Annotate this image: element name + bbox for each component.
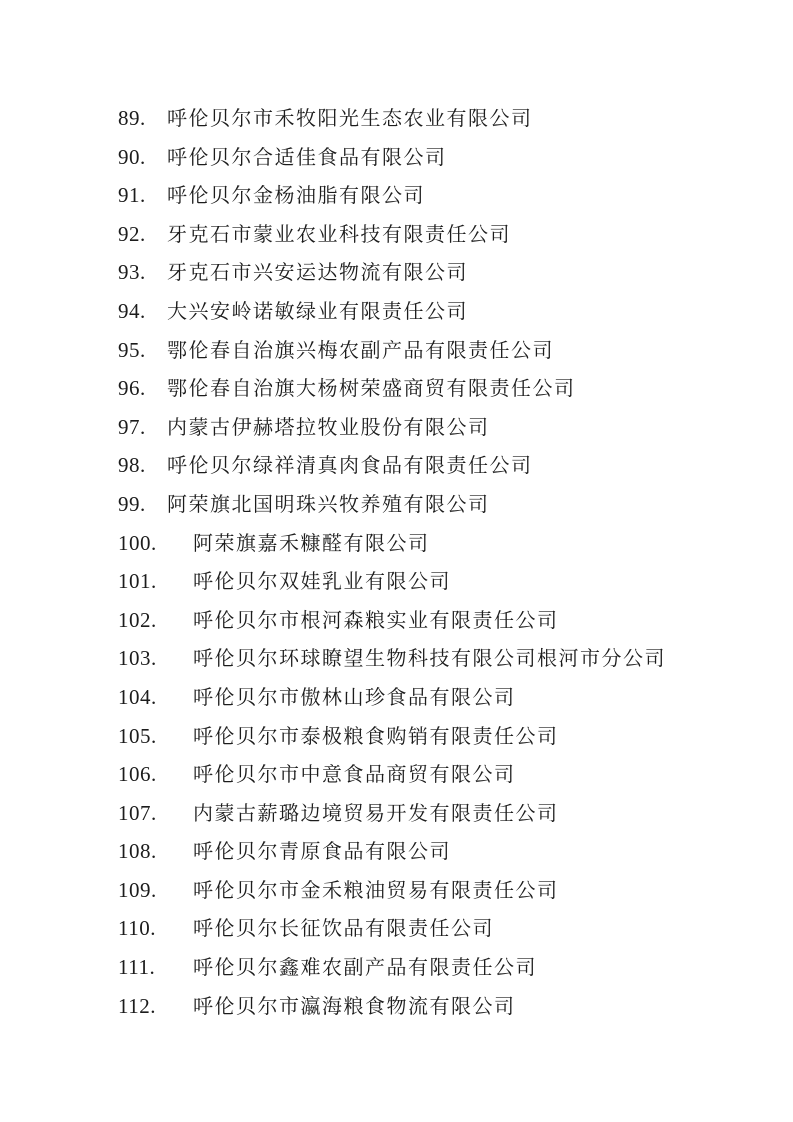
list-item [118,254,733,293]
item-name: 呼伦贝尔市根河森粮实业有限责任公司 [193,609,559,632]
item-number: 90. [118,144,146,169]
item-number: 109. [118,877,157,902]
item-number: 112. [118,993,156,1018]
item-number: 100. [118,530,157,555]
item-name: 呼伦贝尔金杨油脂有限公司 [167,185,425,208]
list-item [118,525,733,564]
item-number: 98. [118,453,146,478]
item-name: 阿荣旗嘉禾糠醛有限公司 [193,532,430,555]
item-number: 99. [118,491,146,516]
item-name: 呼伦贝尔市泰极粮食购销有限责任公司 [193,725,559,748]
item-name: 大兴安岭诺敏绿业有限责任公司 [167,300,468,323]
list-item [118,100,733,139]
item-number: 93. [118,260,146,285]
list-item [118,679,733,718]
item-number: 94. [118,298,146,323]
item-number: 102. [118,607,157,632]
list-item [118,949,733,988]
item-number: 106. [118,762,157,787]
list-item [118,177,733,216]
list-item [118,910,733,949]
list-item [118,718,733,757]
item-name: 呼伦贝尔鑫难农副产品有限责任公司 [193,957,537,980]
item-name: 鄂伦春自治旗大杨树荣盛商贸有限责任公司 [167,378,576,401]
item-name: 呼伦贝尔青原食品有限公司 [193,841,451,864]
item-number: 107. [118,800,157,825]
item-name: 呼伦贝尔市瀛海粮食物流有限公司 [193,995,516,1018]
item-name: 内蒙古伊赫塔拉牧业股份有限公司 [167,416,490,439]
item-number: 96. [118,376,146,401]
list-item [118,795,733,834]
item-name: 鄂伦春自治旗兴梅农副产品有限责任公司 [167,339,554,362]
item-name: 牙克石市蒙业农业科技有限责任公司 [167,223,511,246]
item-name: 呼伦贝尔市禾牧阳光生态农业有限公司 [167,108,533,130]
list-item [118,486,733,525]
item-number: 104. [118,684,157,709]
item-number: 92. [118,221,146,246]
item-name: 呼伦贝尔市金禾粮油贸易有限责任公司 [193,879,559,902]
item-number: 111. [118,955,156,980]
item-number: 103. [118,646,157,671]
list-item [118,332,733,371]
list-item [118,370,733,409]
item-name: 呼伦贝尔市中意食品商贸有限公司 [193,764,516,787]
item-number: 101. [118,569,157,594]
item-number: 105. [118,723,157,748]
item-number: 110. [118,916,156,941]
list-item [118,563,733,602]
item-name: 呼伦贝尔长征饮品有限责任公司 [193,918,494,941]
list-item [118,216,733,255]
item-name: 牙克石市兴安运达物流有限公司 [167,262,468,285]
list-item [118,447,733,486]
item-name: 呼伦贝尔绿祥清真肉食品有限责任公司 [167,455,533,478]
list-item [118,833,733,872]
list-item [118,988,733,1027]
item-name: 呼伦贝尔双娃乳业有限公司 [193,571,451,594]
item-name: 呼伦贝尔市傲林山珍食品有限公司 [193,686,516,709]
list-item [118,139,733,178]
item-number: 95. [118,337,146,362]
item-name: 阿荣旗北国明珠兴牧养殖有限公司 [167,493,490,516]
item-number: 91. [118,183,146,208]
list-item [118,602,733,641]
list-item [118,872,733,911]
list-item [118,756,733,795]
item-number: 108. [118,839,157,864]
list-item [118,293,733,332]
item-name: 呼伦贝尔环球瞭望生物科技有限公司根河市分公司 [193,648,666,671]
list-item [118,640,733,679]
item-number: 89. [118,106,146,130]
item-number: 97. [118,414,146,439]
item-name: 呼伦贝尔合适佳食品有限公司 [167,146,447,169]
item-name: 内蒙古薪璐边境贸易开发有限责任公司 [193,802,559,825]
list-item [118,409,733,448]
